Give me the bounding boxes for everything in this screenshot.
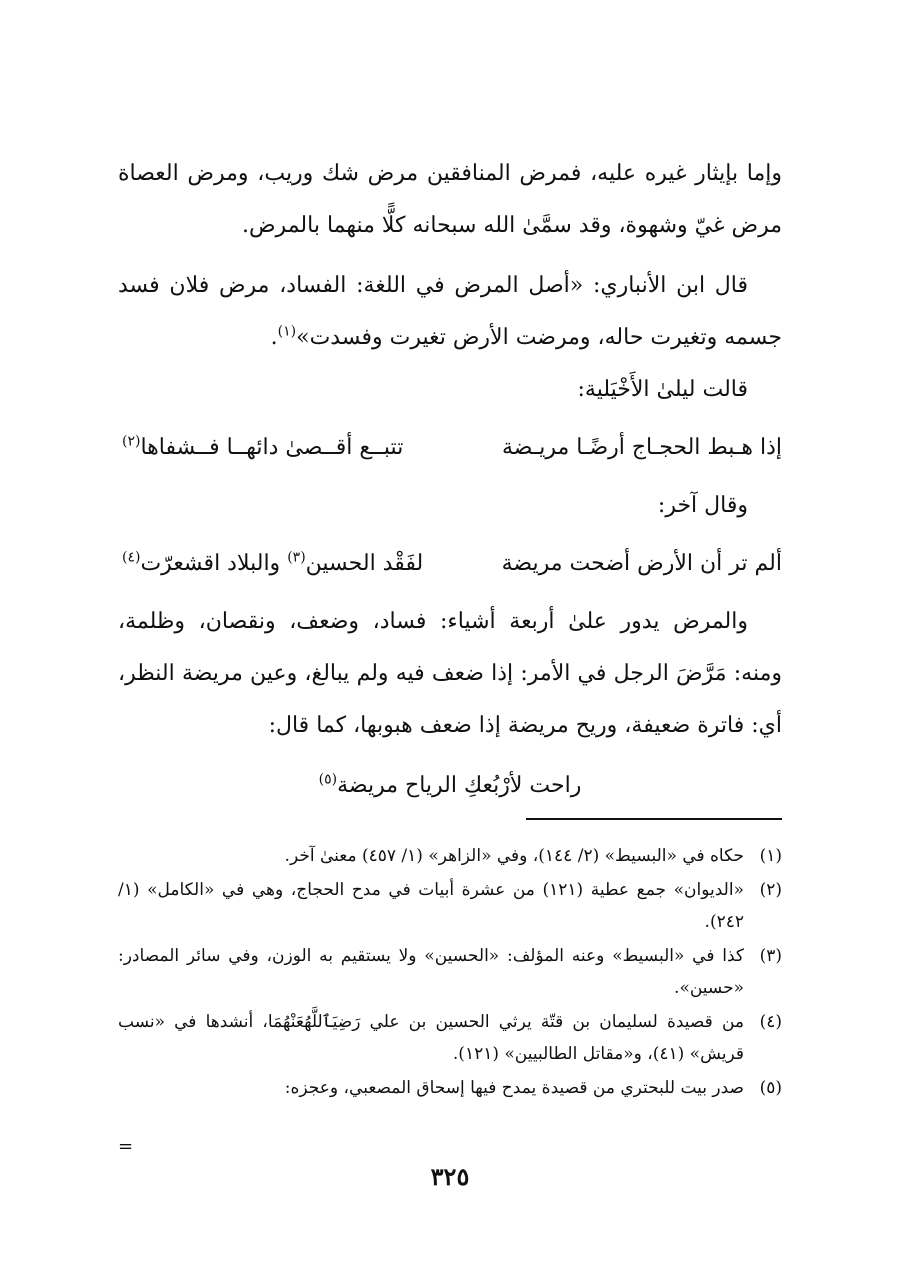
footnote-4 bbox=[118, 1006, 782, 1070]
footnote-3 bbox=[118, 940, 782, 1004]
verse-2-first-hemistich: ألم تر أن الأرض أضحت مريضة bbox=[501, 551, 782, 576]
footnote-5 bbox=[118, 1072, 782, 1104]
footnote-number: (٥) bbox=[759, 1078, 782, 1098]
verse-2-second-text-a: لفَقْد الحسين bbox=[305, 551, 424, 576]
continuation-mark: = bbox=[118, 1136, 134, 1157]
verse-1 bbox=[118, 422, 782, 474]
verse-2 bbox=[118, 538, 782, 590]
footnote-ref-3[interactable]: (٣) bbox=[287, 549, 306, 566]
footnote-separator bbox=[526, 818, 782, 820]
paragraph-2-end: . bbox=[270, 325, 278, 350]
verse-intro-1: قالت ليلىٰ الأَخْيَلية: bbox=[577, 377, 748, 402]
footnotes bbox=[118, 838, 782, 1106]
footnote-ref-1[interactable]: (١) bbox=[277, 323, 297, 340]
footnote-ref-5[interactable]: (٥) bbox=[318, 771, 338, 788]
paragraph-2-text: قال ابن الأنباري: «أصل المرض في اللغة: الفساد، مرض فلان فسد جسمه وتغيرت حاله، ومرضت الأرض تغيرت وفسدت» bbox=[118, 273, 782, 350]
paragraph-2 bbox=[118, 260, 782, 364]
footnote-2 bbox=[118, 874, 782, 938]
main-text bbox=[118, 148, 782, 812]
verse-2-second-text-b: والبلاد اقشعرّت bbox=[140, 551, 288, 576]
footnote-number: (٢) bbox=[759, 880, 782, 900]
verse-3-text: راحت لأرْبُعكِ الرياح مريضة bbox=[337, 773, 582, 798]
footnote-1 bbox=[118, 840, 782, 872]
footnote-text: كذا في «البسيط» وعنه المؤلف: «الحسين» ولا يستقيم به الوزن، وفي سائر المصادر: «حسين». bbox=[118, 946, 744, 998]
footnote-text: «الديوان» جمع عطية (١٢١) من عشرة أبيات في مدح الحجاج، وهي في «الكامل» (١/ ٢٤٢). bbox=[118, 880, 744, 932]
footnote-number: (٣) bbox=[759, 946, 782, 966]
footnote-text: من قصيدة لسليمان بن قتّة يرثي الحسين بن علي رَضِيَٱللَّهُعَنْهُمَا، أنشدها في «نسب قريش» (٤١)، و«مقاتل الطالبيين» (١٢١). bbox=[118, 1012, 744, 1064]
footnote-text: صدر بيت للبحتري من قصيدة يمدح فيها إسحاق المصعبي، وعجزه: bbox=[284, 1078, 744, 1098]
verse-intro-2: وقال آخر: bbox=[657, 493, 748, 518]
footnote-number: (٤) bbox=[759, 1012, 782, 1032]
verse-1-second-text: تتبــع أقــصىٰ دائهــا فــشفاها bbox=[140, 435, 404, 460]
verse-2-second-hemistich bbox=[122, 538, 423, 590]
verse-1-second-hemistich bbox=[122, 422, 403, 474]
footnote-ref-4[interactable]: (٤) bbox=[122, 549, 141, 566]
paragraph-3: والمرض يدور علىٰ أربعة أشياء: فساد، وضعف، ونقصان، وظلمة، ومنه: مَرَّضَ الرجل في الأمر: إذا ضعف فيه ولم يبالغ، وعين مريضة النظر، أي: فاترة ضعيفة، وريح مريضة إذا ضعف هبوبها، كما قال: bbox=[118, 609, 782, 738]
paragraph-1: وإما بإيثار غيره عليه، فمرض المنافقين مرض شك وريب، ومرض العصاة مرض غيّ وشهوة، وقد سمَّىٰ الله سبحانه كلًّا منهما بالمرض. bbox=[118, 161, 782, 238]
verse-1-first-hemistich: إذا هـبط الحجـاج أرضًـا مريـضة bbox=[501, 435, 782, 460]
verse-3 bbox=[118, 760, 782, 812]
footnote-number: (١) bbox=[759, 846, 782, 866]
footnote-text: حكاه في «البسيط» (٢/ ١٤٤)، وفي «الزاهر» (١/ ٤٥٧) معنىٰ آخر. bbox=[284, 846, 744, 866]
footnote-ref-2[interactable]: (٢) bbox=[122, 433, 141, 450]
page-number: ٣٢٥ bbox=[430, 1162, 470, 1191]
